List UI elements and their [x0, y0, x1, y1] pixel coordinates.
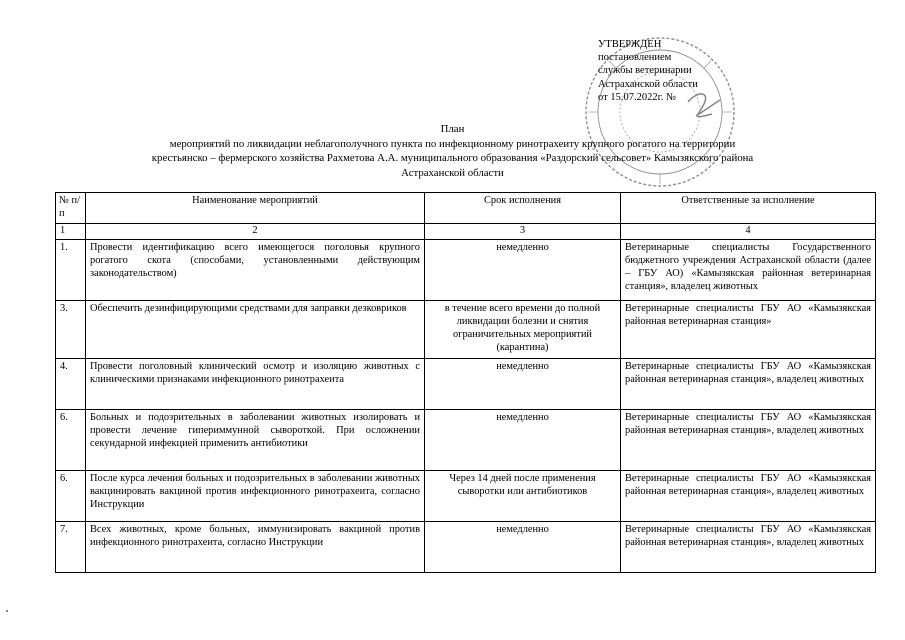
scan-speck: [6, 610, 8, 612]
approval-line: Астраханской области: [598, 78, 698, 90]
row-resp: Ветеринарные специалисты ГБУ АО «Камызякская районная ветеринарная станция», владелец животных: [621, 409, 876, 470]
table-header-row: [56, 193, 876, 224]
row-num: 7.: [56, 521, 86, 572]
column-number: 4: [621, 224, 876, 240]
row-resp: Ветеринарные специалисты Государственного бюджетного учреждения Астраханской области (далее – ГБУ АО) «Камызякская районная ветеринарная станция», владелец животных: [621, 240, 876, 301]
table-row: [56, 301, 876, 358]
row-term: немедленно: [425, 409, 621, 470]
title-line: крестьянско – фермерского хозяйства Рахметова А.А. муниципального образования «Раздорский сельсовет» Камызякского района: [151, 152, 754, 165]
row-name: После курса лечения больных и подозрительных в заболевании животных вакцинировать вакциной против инфекционного ринотрахеита, согласно Инструкции: [86, 470, 425, 521]
document-title: [40, 122, 865, 180]
table-row: [56, 358, 876, 409]
row-resp: Ветеринарные специалисты ГБУ АО «Камызякская районная ветеринарная станция»: [621, 301, 876, 358]
row-term: немедленно: [425, 358, 621, 409]
row-num: 1.: [56, 240, 86, 301]
column-number: 3: [425, 224, 621, 240]
row-num: 6.: [56, 409, 86, 470]
measures-table: [55, 192, 876, 573]
row-num: 3.: [56, 301, 86, 358]
header-resp: Ответственные за исполнение: [621, 193, 876, 224]
row-resp: Ветеринарные специалисты ГБУ АО «Камызякская районная ветеринарная станция», владелец животных: [621, 521, 876, 572]
row-term: Через 14 дней после применения сыворотки или антибиотиков: [425, 470, 621, 521]
column-number-row: [56, 224, 876, 240]
title-line: Астраханской области: [401, 166, 504, 179]
row-name: Провести поголовный клинический осмотр и изоляцию животных с клиническими признаками инфекционного ринотрахеита: [86, 358, 425, 409]
row-name: Всех животных, кроме больных, иммунизировать вакциной против инфекционного ринотрахеита, согласно Инструкции: [86, 521, 425, 572]
title-line: План: [440, 123, 465, 135]
row-num: 4.: [56, 358, 86, 409]
approval-line: УТВЕРЖДЕН: [598, 39, 662, 50]
header-num: № п/п: [56, 193, 86, 224]
title-line: мероприятий по ликвидации неблагополучного пункта по инфекционному ринотрахеиту крупного рогатого на территории: [169, 137, 736, 150]
row-term: немедленно: [425, 521, 621, 572]
table-row: [56, 470, 876, 521]
approval-line: от 15.07.2022г. №: [598, 91, 676, 103]
approval-line: службы ветеринарии: [598, 65, 692, 77]
table-row: [56, 240, 876, 301]
table-row: [56, 409, 876, 470]
header-term: Срок исполнения: [425, 193, 621, 224]
row-term: в течение всего времени до полной ликвидации болезни и снятия ограничительных мероприятий (карантина): [425, 301, 621, 358]
row-name: Обеспечить дезинфицирующими средствами для заправки дезковриков: [86, 301, 425, 358]
row-name: Больных и подозрительных в заболевании животных изолировать и провести лечение гипериммунной сывороткой. При осложнении секундарной инфекцией применить антибиотики: [86, 409, 425, 470]
row-resp: Ветеринарные специалисты ГБУ АО «Камызякская районная ветеринарная станция», владелец животных: [621, 470, 876, 521]
row-term: немедленно: [425, 240, 621, 301]
table-row: [56, 521, 876, 572]
column-number: 2: [86, 224, 425, 240]
row-resp: Ветеринарные специалисты ГБУ АО «Камызякская районная ветеринарная станция», владелец животных: [621, 358, 876, 409]
signature-icon: [688, 94, 720, 117]
column-number: 1: [56, 224, 86, 240]
header-name: Наименование мероприятий: [86, 193, 425, 224]
row-name: Провести идентификацию всего имеющегося поголовья крупного рогатого скота (способами, установленными действующим законодательством): [86, 240, 425, 301]
row-num: 6.: [56, 470, 86, 521]
approval-line: постановлением: [598, 52, 672, 64]
